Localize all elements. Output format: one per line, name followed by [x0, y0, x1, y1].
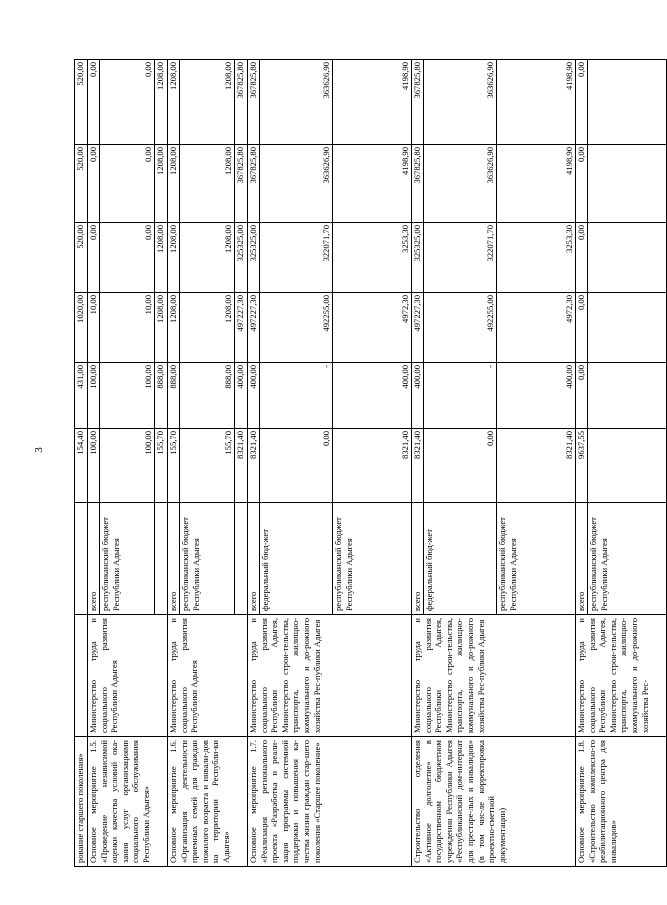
value-cell: 4972,30 [333, 293, 412, 363]
value-cell [588, 60, 667, 145]
value-cell: 0,00 [88, 223, 100, 293]
value-cell: 0,00 [576, 145, 588, 223]
value-cell: 400,00 [412, 363, 424, 429]
table-row [412, 60, 424, 867]
value-cell: 8321,40 [248, 429, 260, 503]
page-number: 3 [32, 447, 45, 453]
source-cell: республиканский бюджет Республики Адыгея [497, 503, 576, 615]
value-cell: 363626,90 [260, 60, 333, 145]
value-cell: 1208,00 [180, 293, 235, 363]
value-cell: 520,00 [75, 223, 88, 293]
value-cell: 497227,30 [248, 293, 260, 363]
value-cell [588, 223, 667, 293]
value-cell: 520,00 [75, 60, 88, 145]
table-row [168, 60, 180, 867]
value-cell: 1208,00 [180, 223, 235, 293]
source-cell: всего [412, 503, 424, 615]
value-cell: 3253,30 [333, 223, 412, 293]
value-cell: 322071,70 [260, 223, 333, 293]
value-cell: 497227,30 [235, 293, 248, 363]
executor-cell: Министерство труда и социального развития Республики Адыгея, Министерство строи-тельства, транспорта, жилищно-коммунального и до-рожного хозяйства Рес- [576, 615, 667, 737]
value-cell: 100,00 [88, 363, 100, 429]
source-cell [235, 503, 248, 615]
value-cell: 0,00 [576, 223, 588, 293]
source-cell: всего [88, 503, 100, 615]
executor-cell: Министерство труда и социального развития Республики Адыгея, Министерство строи-тельства, транспорта, жилищно-коммунального и до-рожного хозяйства Рес-публики Адыгея [412, 615, 576, 737]
value-cell: 4198,90 [497, 60, 576, 145]
value-cell: 4972,30 [497, 293, 576, 363]
rotated-page [74, 60, 650, 867]
value-cell: 0,00 [260, 429, 333, 503]
source-cell: всего [248, 503, 260, 615]
value-cell: 325325,00 [235, 223, 248, 293]
executor-cell: Министерство труда и социального развития Республики Адыгея [168, 615, 248, 737]
value-cell: 1208,00 [180, 145, 235, 223]
value-cell: 0,00 [100, 60, 155, 145]
value-cell: 400,00 [333, 363, 412, 429]
value-cell: 1208,00 [168, 60, 180, 145]
table-row [88, 60, 100, 867]
value-cell: 367825,80 [235, 60, 248, 145]
value-cell: 367825,80 [412, 60, 424, 145]
value-cell: 322071,70 [424, 223, 497, 293]
value-cell: 9637,55 [576, 429, 588, 503]
value-cell: 1208,00 [155, 223, 168, 293]
measure-cell: Основное мероприятие 1.7. «Реализация регионального проекта «Разработка и реали-зация программы системной поддержки и повышения ка-чества жизни граждан стар-шего поколения «Старшее поколение» [248, 737, 412, 867]
value-cell: 8321,40 [497, 429, 576, 503]
value-cell: 100,00 [100, 429, 155, 503]
value-cell: 0,00 [100, 223, 155, 293]
value-cell: 492255,00 [424, 293, 497, 363]
value-cell: 0,00 [100, 145, 155, 223]
value-cell: 400,00 [497, 363, 576, 429]
value-cell: 363626,90 [260, 145, 333, 223]
value-cell: 400,00 [248, 363, 260, 429]
source-cell [155, 503, 168, 615]
measure-cell: рование старшего поколения» [75, 737, 88, 867]
value-cell: 155,70 [155, 429, 168, 503]
value-cell: 155,70 [168, 429, 180, 503]
source-cell: республиканский бюджет Республики Адыгея [588, 503, 667, 615]
value-cell: 10,00 [88, 293, 100, 363]
value-cell: 520,00 [75, 145, 88, 223]
value-cell: 0,00 [576, 363, 588, 429]
value-cell: 1208,00 [155, 60, 168, 145]
value-cell: 1208,00 [168, 223, 180, 293]
value-cell: 8321,40 [235, 429, 248, 503]
source-cell: республиканский бюджет Республики Адыгея [333, 503, 412, 615]
value-cell: 8321,40 [412, 429, 424, 503]
table-row [576, 60, 588, 867]
measure-cell: Основное мероприятие 1.8. «Строительство комплексно-го реабилитационного центра для инвалидов» [576, 737, 667, 867]
source-cell: федеральный бюд-жет [260, 503, 333, 615]
value-cell: 888,00 [155, 363, 168, 429]
value-cell: 4198,90 [333, 145, 412, 223]
table-row [248, 60, 260, 867]
value-cell: 0,00 [88, 60, 100, 145]
value-cell: 0,00 [88, 145, 100, 223]
value-cell: 0,00 [576, 293, 588, 363]
value-cell: 1208,00 [155, 145, 168, 223]
value-cell [588, 363, 667, 429]
value-cell: 888,00 [168, 363, 180, 429]
value-cell: - [260, 363, 333, 429]
measure-cell: Основное мероприятие 1.6. «Организация деятельности приемных семей для граждан пожилого возраста и инвали-дов на территории Республи-ки Адыгея» [168, 737, 248, 867]
value-cell: 155,70 [180, 429, 235, 503]
value-cell [588, 429, 667, 503]
value-cell: 325325,00 [248, 223, 260, 293]
value-cell: 1208,00 [155, 293, 168, 363]
value-cell: 431,00 [75, 363, 88, 429]
value-cell: 154,40 [75, 429, 88, 503]
executor-cell [75, 615, 88, 737]
measure-cell: Строительство отделения «Активное долголетие» в государственном бюджетном учреждении Республики Адыгея «Республиканский дом-интернат для престаре-лых и инвалидов» (в том чис-ле корректировка проектно-сметной документации) [412, 737, 576, 867]
source-cell: федеральный бюд-жет [424, 503, 497, 615]
value-cell: 0,00 [576, 60, 588, 145]
source-cell: республиканский бюджет Республики Адыгея [180, 503, 235, 615]
executor-cell: Министерство труда и социального развития Республики Адыгея, Министерство строи-тельства, транспорта, жилищно-коммунального и до-рожного хозяйства Рес-публики Адыгея [248, 615, 412, 737]
value-cell: - [424, 363, 497, 429]
measure-cell: Основное мероприятие 1.5. «Проведение независимой оценки качества условий ока-зания услуг организациями социального обслуживания Республики Адыгея» [88, 737, 168, 867]
value-cell: 325325,00 [412, 223, 424, 293]
value-cell: 8321,40 [333, 429, 412, 503]
value-cell: 497227,30 [412, 293, 424, 363]
value-cell: 888,00 [180, 363, 235, 429]
value-cell: 367825,80 [248, 60, 260, 145]
value-cell: 1208,00 [180, 60, 235, 145]
value-cell: 1208,00 [168, 293, 180, 363]
value-cell: 400,00 [235, 363, 248, 429]
value-cell [588, 293, 667, 363]
value-cell: 1020,00 [75, 293, 88, 363]
source-cell: республиканский бюджет Республики Адыгея [100, 503, 155, 615]
table-row [75, 60, 88, 867]
value-cell [588, 145, 667, 223]
value-cell: 367825,80 [235, 145, 248, 223]
source-cell: всего [576, 503, 588, 615]
value-cell: 100,00 [100, 363, 155, 429]
value-cell: 367825,80 [248, 145, 260, 223]
source-cell: всего [168, 503, 180, 615]
value-cell: 4198,90 [333, 60, 412, 145]
value-cell: 10,00 [100, 293, 155, 363]
value-cell: 492255,00 [260, 293, 333, 363]
value-cell: 363626,90 [424, 145, 497, 223]
value-cell: 100,00 [88, 429, 100, 503]
value-cell: 4198,90 [497, 145, 576, 223]
value-cell: 0,00 [424, 429, 497, 503]
value-cell: 367825,80 [412, 145, 424, 223]
value-cell: 1208,00 [168, 145, 180, 223]
executor-cell: Министерство труда и социального развития Республики Адыгея [88, 615, 168, 737]
budget-table [74, 59, 667, 867]
value-cell: 363626,90 [424, 60, 497, 145]
value-cell: 3253,30 [497, 223, 576, 293]
source-cell [75, 503, 88, 615]
